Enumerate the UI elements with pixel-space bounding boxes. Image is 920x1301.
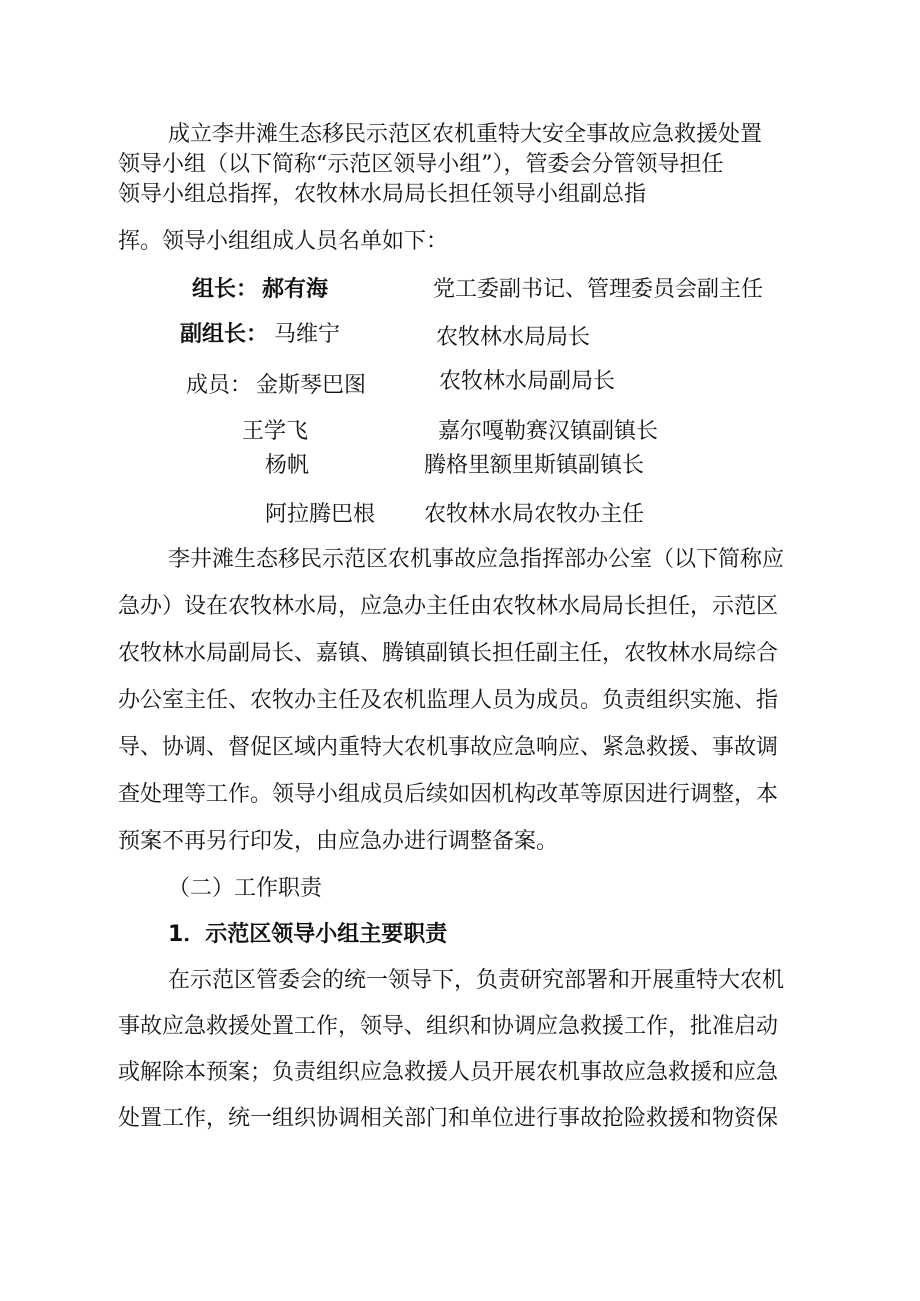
member-title: 农牧林水局副局长 <box>439 369 616 394</box>
subsection-heading: 1．示范区领导小组主要职责 <box>168 922 448 947</box>
member-title: 嘉尔嘎勒赛汉镇副镇长 <box>438 419 659 444</box>
members-label: 成员： <box>186 373 253 398</box>
intro-line: 领导小组总指挥，农牧林水局局长担任领导小组副总指 <box>118 182 647 207</box>
intro-line: 领导小组（以下简称“示范区领导小组”），管委会分管领导担任 <box>118 152 724 177</box>
office-line: 李井滩生态移民示范区农机事故应急指挥部办公室（以下简称应 <box>168 547 785 572</box>
office-line: 导、协调、督促区域内重特大农机事故应急响应、紧急救援、事故调 <box>118 735 779 760</box>
deputy-name: 马维宁 <box>274 322 341 347</box>
intro-line: 挥。领导小组组成人员名单如下： <box>118 229 449 254</box>
section-heading: （二）工作职责 <box>168 876 323 901</box>
office-line: 查处理等工作。领导小组成员后续如因机构改革等原因进行调整，本 <box>118 782 779 807</box>
deputy-label: 副组长： <box>180 322 269 347</box>
leader-label: 组长： <box>192 277 259 302</box>
office-line: 预案不再另行印发，由应急办进行调整备案。 <box>118 829 559 854</box>
member-name: 杨帆 <box>265 453 310 478</box>
office-line: 急办）设在农牧林水局，应急办主任由农牧林水局局长担任，示范区 <box>118 594 779 619</box>
duties-line: 事故应急救援处置工作，领导、组织和协调应急救援工作，批准启动 <box>118 1014 779 1039</box>
member-name: 王学飞 <box>242 419 309 444</box>
office-line: 办公室主任、农牧办主任及农机监理人员为成员。负责组织实施、指 <box>118 688 779 713</box>
office-line: 农牧林水局副局长、嘉镇、腾镇副镇长担任副主任，农牧林水局综合 <box>118 641 779 666</box>
leader-name: 郝有海 <box>262 277 329 302</box>
duties-line: 或解除本预案；负责组织应急救援人员开展农机事故应急救援和应急 <box>118 1060 779 1085</box>
member-name: 金斯琴巴图 <box>256 373 367 398</box>
duties-line: 处置工作，统一组织协调相关部门和单位进行事故抢险救援和物资保 <box>118 1106 779 1131</box>
member-title: 腾格里额里斯镇副镇长 <box>424 453 645 478</box>
intro-line: 成立李井滩生态移民示范区农机重特大安全事故应急救援处置 <box>168 122 763 147</box>
member-title: 农牧林水局农牧办主任 <box>424 502 645 527</box>
member-name: 阿拉腾巴根 <box>265 502 376 527</box>
duties-line: 在示范区管委会的统一领导下，负责研究部署和开展重特大农机 <box>168 968 785 993</box>
leader-title: 党工委副书记、管理委员会副主任 <box>433 277 764 302</box>
deputy-title: 农牧林水局局长 <box>436 325 591 350</box>
